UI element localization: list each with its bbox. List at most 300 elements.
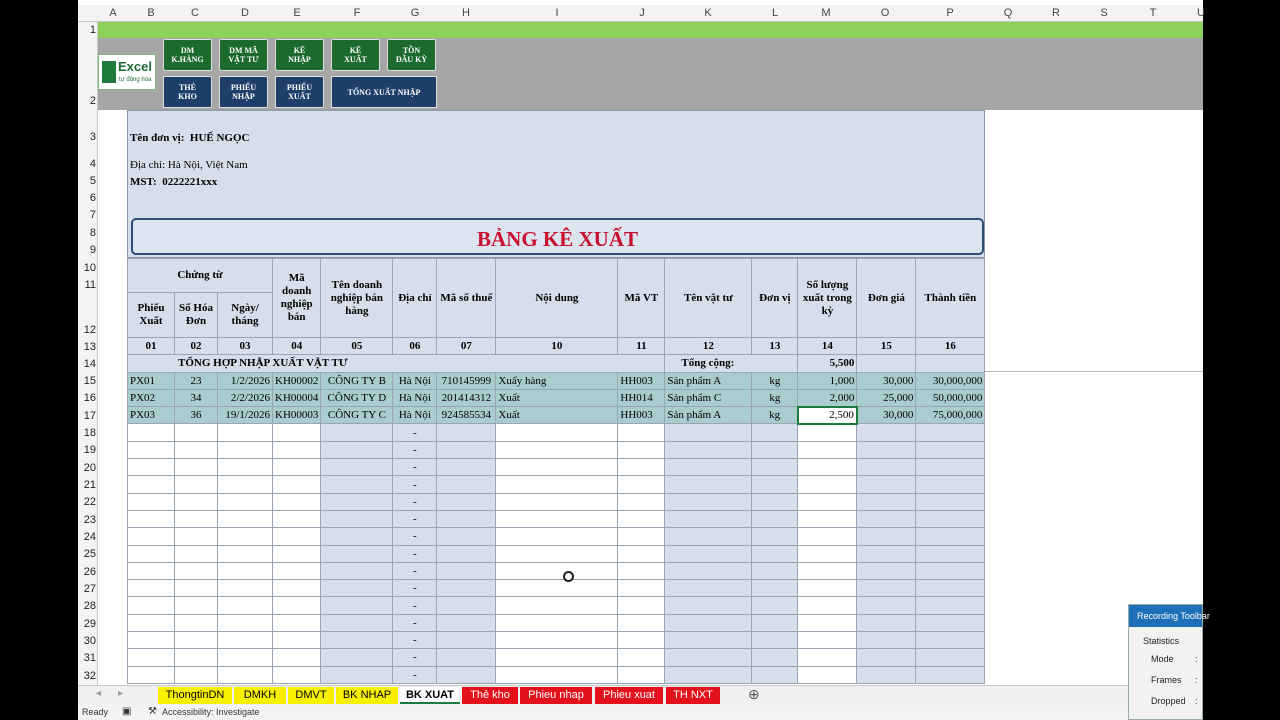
col-header[interactable]: B xyxy=(147,7,155,19)
empty-cell[interactable] xyxy=(618,493,665,510)
recording-toolbar-title[interactable]: Recording Toolbar xyxy=(1129,605,1202,627)
empty-cell[interactable] xyxy=(916,632,985,649)
row-header[interactable]: 4 xyxy=(89,158,96,170)
empty-cell[interactable] xyxy=(798,528,857,545)
col-header[interactable]: P xyxy=(946,7,954,19)
empty-row[interactable] xyxy=(128,424,985,441)
cell-ma-so-thue[interactable]: 924585534 xyxy=(437,407,496,424)
empty-cell[interactable] xyxy=(618,666,665,683)
empty-cell[interactable] xyxy=(218,632,273,649)
empty-cell[interactable] xyxy=(496,441,618,458)
empty-cell[interactable] xyxy=(128,632,175,649)
row-header[interactable]: 22 xyxy=(83,496,96,508)
header-don-gia[interactable]: Đơn giá xyxy=(857,259,916,338)
empty-cell[interactable] xyxy=(175,666,218,683)
row-header[interactable]: 9 xyxy=(89,244,96,256)
empty-cell[interactable] xyxy=(273,510,321,527)
empty-cell[interactable] xyxy=(496,614,618,631)
selected-cell-so-luong[interactable]: 2,500 xyxy=(798,407,857,424)
empty-cell[interactable] xyxy=(437,493,496,510)
col-number[interactable]: 06 xyxy=(393,338,437,355)
empty-cell[interactable] xyxy=(916,528,985,545)
empty-cell[interactable] xyxy=(496,597,618,614)
add-sheet-icon[interactable]: ⊕ xyxy=(748,686,760,702)
empty-cell[interactable] xyxy=(273,476,321,493)
row-header[interactable]: 5 xyxy=(89,175,96,187)
empty-cell[interactable] xyxy=(321,614,393,631)
cell-thanh-tien[interactable]: 50,000,000 xyxy=(916,389,985,406)
empty-cell[interactable] xyxy=(273,580,321,597)
col-header[interactable]: C xyxy=(191,7,199,19)
col-header[interactable]: R xyxy=(1052,7,1060,19)
empty-cell[interactable] xyxy=(321,666,393,683)
empty-row[interactable] xyxy=(128,528,985,545)
col-header[interactable]: Q xyxy=(1003,7,1013,19)
empty-row[interactable] xyxy=(128,562,985,579)
summary-cell[interactable] xyxy=(916,355,985,372)
row-header[interactable]: 29 xyxy=(83,618,96,630)
empty-cell[interactable] xyxy=(437,562,496,579)
empty-cell[interactable] xyxy=(752,666,798,683)
empty-cell[interactable] xyxy=(218,649,273,666)
cell-phieu-xuat[interactable]: PX01 xyxy=(128,372,175,389)
cell-so-hoa-don[interactable]: 23 xyxy=(175,372,218,389)
empty-cell[interactable] xyxy=(321,545,393,562)
empty-row[interactable] xyxy=(128,614,985,631)
empty-cell[interactable]: - xyxy=(393,476,437,493)
empty-cell[interactable] xyxy=(618,545,665,562)
empty-cell[interactable] xyxy=(437,614,496,631)
empty-cell[interactable] xyxy=(752,493,798,510)
empty-cell[interactable] xyxy=(437,580,496,597)
cell-ma-so-thue[interactable]: 201414312 xyxy=(437,389,496,406)
empty-cell[interactable] xyxy=(752,459,798,476)
empty-cell[interactable] xyxy=(857,528,916,545)
empty-cell[interactable] xyxy=(218,424,273,441)
empty-cell[interactable] xyxy=(618,476,665,493)
empty-cell[interactable] xyxy=(321,562,393,579)
col-number[interactable]: 03 xyxy=(218,338,273,355)
empty-cell[interactable] xyxy=(857,493,916,510)
col-header[interactable]: A xyxy=(109,7,117,19)
empty-cell[interactable] xyxy=(437,597,496,614)
empty-cell[interactable] xyxy=(437,459,496,476)
empty-cell[interactable] xyxy=(916,580,985,597)
empty-cell[interactable] xyxy=(321,649,393,666)
empty-cell[interactable] xyxy=(752,476,798,493)
row-header[interactable]: 32 xyxy=(83,670,96,682)
empty-cell[interactable] xyxy=(175,459,218,476)
empty-cell[interactable] xyxy=(175,476,218,493)
col-header[interactable]: H xyxy=(462,7,470,19)
header-ten-dn[interactable]: Tên doanh nghiệp bán hàng xyxy=(321,259,393,338)
empty-cell[interactable] xyxy=(798,597,857,614)
header-ma-dn[interactable]: Mã doanh nghiệp bán xyxy=(273,259,321,338)
empty-cell[interactable] xyxy=(128,545,175,562)
col-number[interactable]: 10 xyxy=(496,338,618,355)
empty-cell[interactable] xyxy=(916,493,985,510)
empty-cell[interactable] xyxy=(437,510,496,527)
empty-cell[interactable] xyxy=(798,614,857,631)
col-header[interactable]: T xyxy=(1149,7,1157,19)
cell-ma-vt[interactable]: HH003 xyxy=(618,407,665,424)
empty-cell[interactable] xyxy=(175,562,218,579)
empty-cell[interactable] xyxy=(857,649,916,666)
empty-cell[interactable] xyxy=(618,597,665,614)
empty-cell[interactable] xyxy=(175,545,218,562)
cell-phieu-xuat[interactable]: PX03 xyxy=(128,407,175,424)
empty-row[interactable] xyxy=(128,510,985,527)
row-header[interactable]: 15 xyxy=(83,375,96,387)
empty-cell[interactable] xyxy=(752,545,798,562)
col-number[interactable]: 11 xyxy=(618,338,665,355)
tab-dmkh[interactable]: DMKH xyxy=(234,687,286,704)
empty-cell[interactable] xyxy=(496,562,618,579)
empty-cell[interactable] xyxy=(798,476,857,493)
tab-bk-nhap[interactable]: BK NHAP xyxy=(336,687,398,704)
macro-record-icon[interactable]: ▣ xyxy=(122,706,132,717)
row-header[interactable]: 30 xyxy=(83,635,96,647)
empty-cell[interactable] xyxy=(321,459,393,476)
empty-cell[interactable] xyxy=(321,510,393,527)
empty-cell[interactable] xyxy=(496,545,618,562)
empty-cell[interactable] xyxy=(618,649,665,666)
empty-cell[interactable] xyxy=(665,562,752,579)
empty-cell[interactable] xyxy=(175,580,218,597)
empty-cell[interactable] xyxy=(798,649,857,666)
empty-cell[interactable] xyxy=(618,562,665,579)
empty-cell[interactable] xyxy=(273,441,321,458)
row-header[interactable]: 23 xyxy=(83,514,96,526)
empty-cell[interactable] xyxy=(916,562,985,579)
empty-cell[interactable] xyxy=(273,597,321,614)
empty-cell[interactable] xyxy=(857,476,916,493)
empty-cell[interactable] xyxy=(857,580,916,597)
empty-cell[interactable] xyxy=(321,580,393,597)
cell-ten-dn[interactable]: CÔNG TY B xyxy=(321,372,393,389)
cell-thanh-tien[interactable]: 75,000,000 xyxy=(916,407,985,424)
col-number[interactable]: 13 xyxy=(752,338,798,355)
empty-cell[interactable] xyxy=(665,510,752,527)
cell-dia-chi[interactable]: Hà Nội xyxy=(393,407,437,424)
tab-phieu-nhap[interactable]: Phieu nhap xyxy=(520,687,592,704)
empty-cell[interactable] xyxy=(798,666,857,683)
empty-cell[interactable] xyxy=(218,459,273,476)
empty-cell[interactable] xyxy=(496,666,618,683)
empty-cell[interactable] xyxy=(618,632,665,649)
row-header[interactable]: 26 xyxy=(83,566,96,578)
col-number[interactable]: 12 xyxy=(665,338,752,355)
empty-cell[interactable] xyxy=(175,493,218,510)
row-header[interactable]: 7 xyxy=(89,209,96,221)
empty-cell[interactable] xyxy=(857,510,916,527)
cell-don-gia[interactable]: 30,000 xyxy=(857,372,916,389)
cell-so-hoa-don[interactable]: 34 xyxy=(175,389,218,406)
empty-cell[interactable] xyxy=(916,545,985,562)
empty-cell[interactable] xyxy=(175,441,218,458)
col-header[interactable]: E xyxy=(293,7,301,19)
header-dia-chi[interactable]: Địa chỉ xyxy=(393,259,437,338)
cell-phieu-xuat[interactable]: PX02 xyxy=(128,389,175,406)
empty-cell[interactable] xyxy=(128,459,175,476)
empty-cell[interactable] xyxy=(218,476,273,493)
empty-cell[interactable] xyxy=(273,545,321,562)
col-number[interactable]: 05 xyxy=(321,338,393,355)
empty-cell[interactable]: - xyxy=(393,459,437,476)
empty-cell[interactable] xyxy=(128,510,175,527)
empty-cell[interactable] xyxy=(665,545,752,562)
empty-cell[interactable] xyxy=(437,424,496,441)
empty-cell[interactable] xyxy=(218,510,273,527)
empty-cell[interactable] xyxy=(618,528,665,545)
empty-cell[interactable] xyxy=(857,666,916,683)
header-ma-vt[interactable]: Mã VT xyxy=(618,259,665,338)
empty-cell[interactable] xyxy=(321,528,393,545)
empty-cell[interactable] xyxy=(218,666,273,683)
empty-cell[interactable]: - xyxy=(393,545,437,562)
cell-don-gia[interactable]: 25,000 xyxy=(857,389,916,406)
empty-cell[interactable] xyxy=(798,580,857,597)
row-header[interactable]: 2 xyxy=(89,95,96,107)
empty-cell[interactable] xyxy=(665,614,752,631)
empty-cell[interactable] xyxy=(128,614,175,631)
cell-ten-dn[interactable]: CÔNG TY C xyxy=(321,407,393,424)
empty-cell[interactable] xyxy=(916,597,985,614)
empty-cell[interactable] xyxy=(665,476,752,493)
empty-cell[interactable] xyxy=(798,510,857,527)
col-number[interactable]: 15 xyxy=(857,338,916,355)
empty-cell[interactable] xyxy=(128,424,175,441)
empty-cell[interactable] xyxy=(273,459,321,476)
empty-cell[interactable] xyxy=(437,545,496,562)
cell-ma-vt[interactable]: HH003 xyxy=(618,372,665,389)
col-header[interactable]: F xyxy=(353,7,361,19)
row-header[interactable]: 1 xyxy=(89,24,96,36)
empty-cell[interactable] xyxy=(175,649,218,666)
summary-cell[interactable] xyxy=(857,355,916,372)
row-header[interactable]: 14 xyxy=(83,358,96,370)
empty-cell[interactable] xyxy=(857,459,916,476)
empty-cell[interactable] xyxy=(857,562,916,579)
row-header[interactable]: 28 xyxy=(83,600,96,612)
cell-don-vi[interactable]: kg xyxy=(752,389,798,406)
empty-cell[interactable] xyxy=(218,528,273,545)
empty-cell[interactable] xyxy=(175,597,218,614)
empty-cell[interactable] xyxy=(752,528,798,545)
empty-cell[interactable] xyxy=(218,545,273,562)
cell-so-luong[interactable]: 2,000 xyxy=(798,389,857,406)
empty-cell[interactable] xyxy=(128,493,175,510)
cell-so-hoa-don[interactable]: 36 xyxy=(175,407,218,424)
empty-cell[interactable] xyxy=(752,597,798,614)
empty-cell[interactable] xyxy=(128,649,175,666)
row-header-bar[interactable] xyxy=(78,22,98,685)
nav-button-phieu-nhap[interactable]: PHIẾU NHẬP xyxy=(219,76,268,108)
nav-button-phieu-xuat[interactable]: PHIẾU XUẤT xyxy=(275,76,324,108)
empty-cell[interactable] xyxy=(916,614,985,631)
row-header[interactable]: 8 xyxy=(89,227,96,239)
empty-cell[interactable] xyxy=(496,424,618,441)
empty-cell[interactable]: - xyxy=(393,666,437,683)
empty-cell[interactable] xyxy=(857,441,916,458)
row-header[interactable]: 13 xyxy=(83,341,96,353)
cell-don-vi[interactable]: kg xyxy=(752,407,798,424)
col-header[interactable]: U xyxy=(1197,7,1205,19)
row-header[interactable]: 3 xyxy=(89,131,96,143)
cell-ngay[interactable]: 19/1/2026 xyxy=(218,407,273,424)
empty-cell[interactable] xyxy=(798,459,857,476)
total-label[interactable]: Tổng cộng: xyxy=(665,355,798,372)
empty-cell[interactable]: - xyxy=(393,649,437,666)
row-header[interactable]: 31 xyxy=(83,652,96,664)
tab-phieu-xuat[interactable]: Phieu xuat xyxy=(595,687,663,704)
cell-noi-dung[interactable]: Xuất xyxy=(496,389,618,406)
empty-row[interactable] xyxy=(128,580,985,597)
cell-don-gia[interactable]: 30,000 xyxy=(857,407,916,424)
empty-cell[interactable] xyxy=(437,649,496,666)
empty-cell[interactable]: - xyxy=(393,528,437,545)
empty-cell[interactable] xyxy=(437,476,496,493)
empty-cell[interactable] xyxy=(752,441,798,458)
row-header[interactable]: 21 xyxy=(83,479,96,491)
row-header[interactable]: 27 xyxy=(83,583,96,595)
empty-cell[interactable]: - xyxy=(393,510,437,527)
empty-cell[interactable] xyxy=(618,424,665,441)
tab-bk-xuat[interactable]: BK XUAT xyxy=(400,687,460,704)
row-header[interactable]: 20 xyxy=(83,462,96,474)
col-number[interactable]: 07 xyxy=(437,338,496,355)
tab-the-kho[interactable]: Thẻ kho xyxy=(462,687,518,704)
empty-row[interactable] xyxy=(128,493,985,510)
empty-cell[interactable] xyxy=(752,580,798,597)
empty-cell[interactable] xyxy=(798,493,857,510)
header-phieu-xuat[interactable]: Phiếu Xuất xyxy=(128,293,175,338)
empty-cell[interactable] xyxy=(798,441,857,458)
empty-cell[interactable] xyxy=(218,597,273,614)
empty-cell[interactable] xyxy=(175,424,218,441)
empty-cell[interactable] xyxy=(321,597,393,614)
cell-ten-vt[interactable]: Sản phẩm C xyxy=(665,389,752,406)
col-number[interactable]: 04 xyxy=(273,338,321,355)
col-number[interactable]: 14 xyxy=(798,338,857,355)
summary-label[interactable]: TỔNG HỢP NHẬP XUẤT VẬT TƯ xyxy=(128,355,665,372)
empty-cell[interactable] xyxy=(273,424,321,441)
empty-cell[interactable] xyxy=(437,666,496,683)
cell-noi-dung[interactable]: Xuất xyxy=(496,407,618,424)
empty-row[interactable] xyxy=(128,476,985,493)
empty-cell[interactable] xyxy=(273,649,321,666)
row-header[interactable]: 18 xyxy=(83,427,96,439)
cell-dia-chi[interactable]: Hà Nội xyxy=(393,389,437,406)
empty-cell[interactable] xyxy=(665,632,752,649)
empty-row[interactable] xyxy=(128,632,985,649)
empty-cell[interactable] xyxy=(496,510,618,527)
empty-cell[interactable] xyxy=(437,441,496,458)
col-header[interactable]: G xyxy=(410,7,420,19)
col-number[interactable]: 01 xyxy=(128,338,175,355)
empty-cell[interactable] xyxy=(752,614,798,631)
nav-button-ke-xuat[interactable]: KÊ XUẤT xyxy=(331,39,380,71)
row-header[interactable]: 19 xyxy=(83,444,96,456)
header-so-luong[interactable]: Số lượng xuất trong kỳ xyxy=(798,259,857,338)
empty-cell[interactable] xyxy=(618,510,665,527)
empty-cell[interactable] xyxy=(857,632,916,649)
empty-cell[interactable]: - xyxy=(393,614,437,631)
col-header[interactable]: K xyxy=(704,7,712,19)
tab-thongtindn[interactable]: ThongtinDN xyxy=(158,687,232,704)
empty-cell[interactable] xyxy=(128,580,175,597)
empty-cell[interactable] xyxy=(273,614,321,631)
header-thanh-tien[interactable]: Thành tiền xyxy=(916,259,985,338)
row-header[interactable]: 16 xyxy=(83,392,96,404)
empty-cell[interactable] xyxy=(916,649,985,666)
empty-cell[interactable] xyxy=(916,666,985,683)
empty-cell[interactable]: - xyxy=(393,493,437,510)
empty-cell[interactable] xyxy=(128,476,175,493)
row-header[interactable]: 6 xyxy=(89,192,96,204)
empty-cell[interactable] xyxy=(496,528,618,545)
empty-cell[interactable]: - xyxy=(393,597,437,614)
empty-cell[interactable] xyxy=(496,459,618,476)
empty-row[interactable] xyxy=(128,649,985,666)
col-header[interactable]: I xyxy=(555,7,559,19)
empty-rows[interactable] xyxy=(128,424,985,683)
row-header[interactable]: 24 xyxy=(83,531,96,543)
empty-cell[interactable] xyxy=(752,510,798,527)
nav-button-the-kho[interactable]: THẺ KHO xyxy=(163,76,212,108)
table-row[interactable] xyxy=(128,407,985,424)
empty-cell[interactable] xyxy=(665,441,752,458)
cell-ten-vt[interactable]: Sản phẩm A xyxy=(665,407,752,424)
empty-row[interactable] xyxy=(128,459,985,476)
empty-cell[interactable] xyxy=(128,597,175,614)
empty-cell[interactable] xyxy=(665,666,752,683)
header-noi-dung[interactable]: Nội dung xyxy=(496,259,618,338)
empty-cell[interactable] xyxy=(321,424,393,441)
row-header[interactable]: 25 xyxy=(83,548,96,560)
empty-cell[interactable]: - xyxy=(393,632,437,649)
status-accessibility[interactable]: Accessibility: Investigate xyxy=(162,707,260,717)
empty-cell[interactable] xyxy=(496,649,618,666)
recording-toolbar[interactable] xyxy=(1128,604,1210,720)
empty-cell[interactable] xyxy=(273,493,321,510)
table-row[interactable] xyxy=(128,372,985,389)
empty-cell[interactable] xyxy=(916,441,985,458)
empty-cell[interactable] xyxy=(752,632,798,649)
empty-cell[interactable] xyxy=(321,476,393,493)
empty-cell[interactable] xyxy=(437,632,496,649)
row-header[interactable]: 17 xyxy=(83,410,96,422)
empty-cell[interactable] xyxy=(218,562,273,579)
header-ma-so-thue[interactable]: Mã số thuế xyxy=(437,259,496,338)
row-header[interactable]: 10 xyxy=(83,262,96,274)
empty-cell[interactable] xyxy=(916,510,985,527)
empty-cell[interactable] xyxy=(128,666,175,683)
empty-cell[interactable] xyxy=(496,632,618,649)
empty-cell[interactable] xyxy=(321,441,393,458)
empty-cell[interactable] xyxy=(175,614,218,631)
empty-cell[interactable] xyxy=(128,528,175,545)
tab-next-icon[interactable]: ▸ xyxy=(118,688,124,699)
empty-cell[interactable] xyxy=(175,632,218,649)
empty-cell[interactable] xyxy=(618,459,665,476)
empty-cell[interactable] xyxy=(857,614,916,631)
cell-ngay[interactable]: 2/2/2026 xyxy=(218,389,273,406)
empty-cell[interactable]: - xyxy=(393,562,437,579)
row-header[interactable]: 12 xyxy=(83,324,96,336)
cell-ten-vt[interactable]: Sản phẩm A xyxy=(665,372,752,389)
empty-cell[interactable] xyxy=(218,493,273,510)
